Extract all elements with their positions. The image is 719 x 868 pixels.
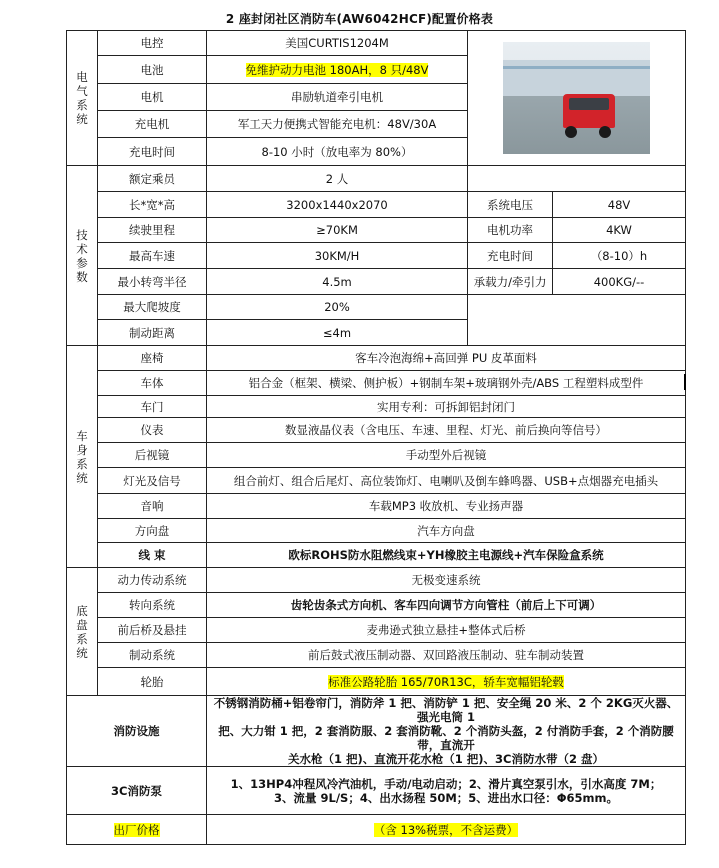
- row-value: 实用专利：可拆卸铝封闭门: [207, 396, 686, 418]
- row-value: 军工天力便携式智能充电机：48V/30A: [207, 111, 468, 138]
- row-label: 最高车速: [98, 243, 207, 269]
- row-label: 灯光及信号: [98, 468, 207, 494]
- row-value: 手动型外后视镜: [207, 443, 686, 468]
- row-value: ≥70KM: [207, 218, 468, 243]
- table-row: [67, 519, 686, 543]
- row-label: 车门: [98, 396, 207, 418]
- row-value-2: （8-10）h: [553, 243, 686, 269]
- vehicle-photo: [468, 31, 686, 166]
- table-row: [67, 396, 686, 418]
- price-value: （含 13%税票，不含运费）: [207, 815, 686, 845]
- row-value: 汽车方向盘: [207, 519, 686, 543]
- section-body: 车 身 系 统: [67, 346, 98, 568]
- row-value: 数显液晶仪表（含电压、车速、里程、灯光、前后换向等信号）: [207, 418, 686, 443]
- row-label: 充电时间: [98, 138, 207, 166]
- table-row: [67, 668, 686, 696]
- row-label: 座椅: [98, 346, 207, 371]
- row-label-2: 承载力/牵引力: [468, 269, 553, 295]
- row-value: 组合前灯、组合后尾灯、高位装饰灯、电喇叭及倒车蜂鸣器、USB+点烟器充电插头: [207, 468, 686, 494]
- row-label: 续驶里程: [98, 218, 207, 243]
- text-cursor-marker: [684, 374, 686, 390]
- table-row: [67, 494, 686, 519]
- row-label: 电控: [98, 31, 207, 56]
- row-value-2: 48V: [553, 192, 686, 218]
- row-label: 充电机: [98, 111, 207, 138]
- row-value: 无极变速系统: [207, 568, 686, 593]
- pump-spec: 1、13HP4冲程风冷汽油机，手动/电动启动；2、滑片真空泵引水，引水高度 7M； 3、流量 9L/S；4、出水扬程 50M；5、进出水口径：Φ65mm。: [207, 767, 686, 815]
- table-row: [67, 443, 686, 468]
- row-label: 轮胎: [98, 668, 207, 696]
- row-label: 制动系统: [98, 643, 207, 668]
- row-value: 3200x1440x2070: [207, 192, 468, 218]
- row-value: 美国CURTIS1204M: [207, 31, 468, 56]
- table-row: [67, 243, 686, 269]
- table-row: [67, 543, 686, 568]
- row-value: 麦弗逊式独立悬挂+整体式后桥: [207, 618, 686, 643]
- row-value: 前后鼓式液压制动器、双回路液压制动、驻车制动装置: [207, 643, 686, 668]
- row-label: 后视镜: [98, 443, 207, 468]
- row-label: 动力传动系统: [98, 568, 207, 593]
- row-value: 4.5m: [207, 269, 468, 295]
- table-row: [67, 696, 686, 767]
- row-label: 电池: [98, 56, 207, 84]
- row-label: 方向盘: [98, 519, 207, 543]
- row-label: 额定乘员: [98, 166, 207, 192]
- row-value: 30KM/H: [207, 243, 468, 269]
- price-label: 出厂价格: [67, 815, 207, 845]
- row-value-2: 4KW: [553, 218, 686, 243]
- fire-equipment-label: 消防设施: [67, 696, 207, 767]
- table-row: [67, 468, 686, 494]
- fire-truck-image: [503, 42, 650, 154]
- row-value: ≤4m: [207, 320, 468, 346]
- row-value-2: 400KG/--: [553, 269, 686, 295]
- row-label: 车体: [98, 371, 207, 396]
- fire-equipment-list: 不锈钢消防桶+铝卷帘门，消防斧 1 把、消防铲 1 把、安全绳 20 米、2 个 2KG灭火器、强光电筒 1 把、大力钳 1 把，2 套消防服、2 套消防靴、2 个消防头盔，2 付消防手套，2 个消防腰带，直流开 关水枪（1 把)、直流开花水枪（1 把)、3C消防水带（2 盘）: [207, 696, 686, 767]
- row-label: 仪表: [98, 418, 207, 443]
- section-electric: 电 气 系 统: [67, 31, 98, 166]
- table-row: [67, 618, 686, 643]
- table-row: [67, 767, 686, 815]
- row-value: 车载MP3 收放机、专业扬声器: [207, 494, 686, 519]
- empty-cell: [468, 166, 686, 192]
- table-row: [67, 568, 686, 593]
- row-value: 客车冷泡海绵+高回弹 PU 皮革面料: [207, 346, 686, 371]
- table-row: [67, 166, 686, 192]
- table-row: [67, 192, 686, 218]
- row-value: 齿轮齿条式方向机、客车四向调节方向管柱（前后上下可调）: [207, 593, 686, 618]
- row-label: 音响: [98, 494, 207, 519]
- empty-cell: [468, 295, 686, 346]
- row-value: 20%: [207, 295, 468, 320]
- row-value: 欧标ROHS防水阻燃线束+YH橡胶主电源线+汽车保险盒系统: [207, 543, 686, 568]
- row-value: 串励轨道牵引电机: [207, 84, 468, 111]
- section-tech: 技 术 参 数: [67, 166, 98, 346]
- table-row: [67, 815, 686, 845]
- table-row: [67, 643, 686, 668]
- table-row: [67, 371, 686, 396]
- table-row: [67, 269, 686, 295]
- row-label: 最大爬坡度: [98, 295, 207, 320]
- row-label-2: 充电时间: [468, 243, 553, 269]
- table-row: [67, 295, 686, 320]
- row-label: 线 束: [98, 543, 207, 568]
- table-row: [67, 418, 686, 443]
- table-row: [67, 31, 686, 56]
- row-label: 前后桥及悬挂: [98, 618, 207, 643]
- table-row: [67, 593, 686, 618]
- row-label: 电机: [98, 84, 207, 111]
- page-title: 2 座封闭社区消防车(AW6042HCF)配置价格表: [225, 12, 494, 26]
- row-value: 2 人: [207, 166, 468, 192]
- row-value-highlighted: 标准公路轮胎 165/70R13C，轿车宽幅铝轮毂: [207, 668, 686, 696]
- row-label-2: 电机功率: [468, 218, 553, 243]
- row-label: 最小转弯半径: [98, 269, 207, 295]
- row-label-2: 系统电压: [468, 192, 553, 218]
- row-label: 制动距离: [98, 320, 207, 346]
- table-row: [67, 218, 686, 243]
- row-label: 转向系统: [98, 593, 207, 618]
- config-price-table: [66, 30, 686, 845]
- pump-label: 3C消防泵: [67, 767, 207, 815]
- row-value: 8-10 小时（放电率为 80%）: [207, 138, 468, 166]
- section-chassis: 底 盘 系 统: [67, 568, 98, 696]
- row-label: 长*宽*高: [98, 192, 207, 218]
- row-value: 铝合金（框架、横梁、侧护板）+钢制车架+玻璃钢外壳/ABS 工程塑料成型件: [207, 371, 686, 396]
- table-row: [67, 346, 686, 371]
- row-value-highlighted: 免维护动力电池 180AH，8 只/48V: [207, 56, 468, 84]
